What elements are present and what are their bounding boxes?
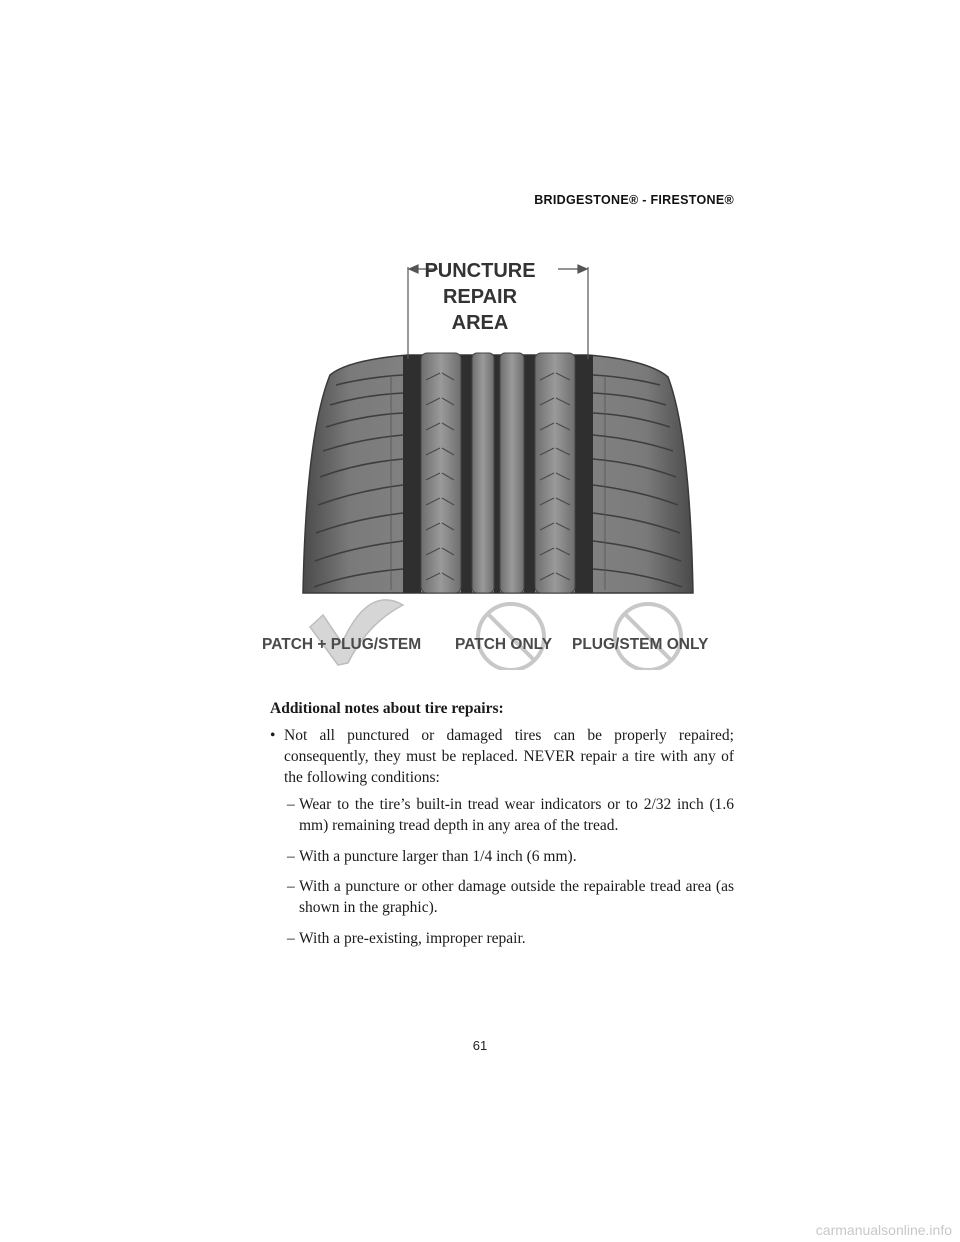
condition-item: [287, 928, 734, 949]
condition-text: Wear to the tire’s built-in tread wear indicators or to 2/32 inch (1.6 mm) remaining tread depth in any area of the tread.: [299, 796, 734, 834]
condition-text: With a pre-existing, improper repair.: [299, 930, 526, 947]
condition-item: [287, 846, 734, 867]
dash-symbol: –: [287, 878, 295, 895]
dash-symbol: –: [287, 796, 295, 813]
condition-item: [287, 794, 734, 836]
label-line-2: REPAIR: [442, 286, 518, 308]
option-label-patch-plug: PATCH + PLUG/STEM: [262, 636, 422, 653]
bullet-paragraph: [270, 725, 734, 788]
puncture-repair-area-label: [420, 258, 540, 336]
label-line-3: AREA: [451, 312, 509, 334]
condition-text: With a puncture larger than 1/4 inch (6 mm).: [299, 848, 577, 865]
dash-symbol: –: [287, 848, 295, 865]
section-subheading: Additional notes about tire repairs:: [270, 700, 504, 717]
option-label-plug-only: PLUG/STEM ONLY: [572, 636, 709, 653]
checkmark-icon: [310, 600, 403, 665]
bullet-symbol: •: [270, 727, 276, 744]
condition-text: With a puncture or other damage outside the repairable tread area (as shown in the graphic).: [299, 878, 734, 916]
bullet-text: Not all punctured or damaged tires can be properly repaired; consequently, they must be replaced. NEVER repair a tire with any of the following conditions:: [284, 727, 734, 786]
watermark: carmanualsonline.info: [815, 1222, 952, 1238]
option-label-patch-only: PATCH ONLY: [455, 636, 553, 653]
running-header: BRIDGESTONE® - FIRESTONE®: [534, 193, 734, 207]
condition-item: [287, 876, 734, 918]
page-number: 61: [472, 1038, 488, 1053]
label-line-1: PUNCTURE: [424, 260, 536, 282]
dash-symbol: –: [287, 930, 295, 947]
